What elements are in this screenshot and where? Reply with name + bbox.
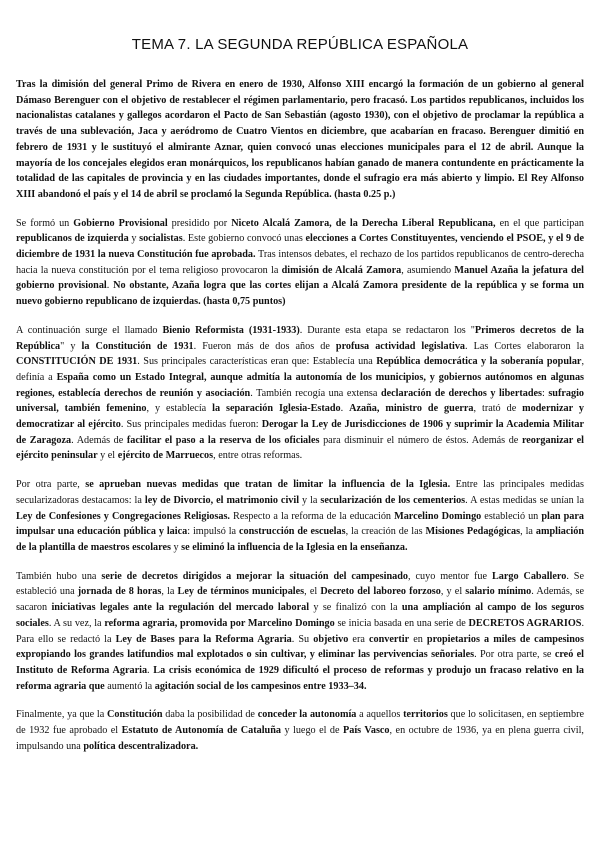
- text: , trató de: [473, 403, 523, 415]
- bold-text: Largo Caballero: [491, 570, 567, 582]
- bold-text: ley de Divorcio, el matrimonio civil: [144, 494, 300, 506]
- bold-text: declaración de derechos y libertades: [380, 387, 542, 399]
- text: Entre las principales medidas secularizadoras destacamos: la: [16, 479, 584, 506]
- text: A continuación surge el llamado: [16, 324, 163, 336]
- text: y luego el de: [280, 725, 344, 737]
- text: . Sus principales medidas fueron:: [120, 419, 262, 431]
- text: , la creación de las: [345, 526, 426, 538]
- bold-text: Niceto Alcalá Zamora, de la Derecha Liberal Republicana,: [231, 217, 496, 229]
- bold-text: Bienio Reformista (1931-1933): [162, 324, 300, 336]
- paragraph-bienio-reformista: [16, 323, 584, 464]
- text: . Para ello se redactó la: [16, 617, 584, 645]
- bold-text: convertir: [368, 633, 410, 645]
- text: estableció un: [481, 510, 542, 522]
- text: . Además de: [71, 434, 127, 446]
- bold-text: reforma agraria, promovida por Marcelino Domingo: [104, 617, 335, 629]
- bold-text: serie de decretos dirigidos a mejorar la situación del campesinado: [101, 570, 408, 582]
- text: , y el: [440, 586, 466, 598]
- bold-text: Gobierno Provisional: [73, 217, 168, 229]
- bold-text: iniciativas legales ante la regulación del mercado laboral: [51, 602, 310, 614]
- text: . A estas medidas se unían la: [465, 494, 584, 506]
- bold-text: Ley de términos municipales: [177, 586, 305, 598]
- text: .: [340, 403, 350, 415]
- bold-text: Manuel Azaña la jefatura del gobierno provisional: [16, 264, 584, 292]
- bold-text: facilitar el paso a la reserva de los oficiales: [126, 434, 320, 446]
- text: . Además, se sacaron: [16, 586, 584, 614]
- bold-text: jornada de 8 horas: [77, 586, 162, 598]
- bold-text: Misiones Pedagógicas: [425, 526, 521, 538]
- text: , el: [304, 586, 321, 598]
- text: , entre otras reformas.: [213, 450, 303, 462]
- text: . Fueron más de dos años de: [193, 340, 336, 352]
- text: .: [147, 664, 154, 676]
- bold-text: reorganizar el ejército peninsular: [16, 434, 585, 462]
- bold-text: se eliminó la influencia de la Iglesia en la enseñanza.: [181, 541, 408, 553]
- text: También hubo una: [16, 570, 102, 582]
- text: :: [541, 387, 549, 399]
- text: . Sus principales características eran que: Establecía una: [137, 356, 377, 368]
- bold-text: sufragio universal, también femenino: [16, 387, 584, 415]
- text: . A su vez, la: [48, 617, 105, 629]
- bold-text: la Constitución de 1931: [81, 340, 194, 352]
- bold-text: Azaña, ministro de guerra: [349, 403, 474, 415]
- bold-text: CONSTITUCIÓN DE 1931: [16, 356, 138, 368]
- bold-text: Derogar la Ley de Jurisdicciones de 1906 y suprimir la Academia Militar de Zaragoza: [16, 419, 584, 446]
- bold-text: Ley de Bases para la Reforma Agraria: [115, 633, 292, 645]
- document-title: TEMA 7. LA SEGUNDA REPÚBLICA ESPAÑOLA: [131, 36, 469, 53]
- paragraph-intro: [16, 77, 584, 203]
- bold-text: salario mínimo: [465, 586, 532, 598]
- bold-text: Tras la dimisión del general Primo de Rivera en enero de 1930, Alfonso XIII encargó la formación de un gobierno al general Dámaso Berenguer con el objetivo de restablecer el régimen parlamentario, pero fracasó. Los partidos republicanos, incluidos los nacionalistas catalanes y gallegos acordaron el Pacto de San Sebastián (agosto 1930), con el objetivo de proclamar la república a través de una sublevación, Jaca y aeródromo de Cuatro Vientos en diciembre, que acabarían en fracaso. Berenguer dimitió en febrero de 1931 y le sustituyó el almirante Aznar, quien convocó unas elecciones municipales para el 12 de abril. Aunque la mayoría de los concejales elegidos eran monárquicos, los republicanos habían ganado de manera contundente en prácticamente la totalidad de las capitales de provincia y en las ciudades importantes, donde el sufragio era más abierto y limpio. El Rey Alfonso XIII abandonó el país y el 14 de abril se proclamó la Segunda República. (hasta 0.25 p.): [16, 79, 584, 200]
- text: . Se estableció una: [16, 570, 584, 598]
- bold-text: territorios: [403, 709, 448, 721]
- text: . Durante esta etapa se redactaron los ": [299, 324, 475, 336]
- text: en: [409, 633, 427, 645]
- bold-text: Estatuto de Autonomía de Cataluña: [121, 725, 281, 737]
- text: . Por otra parte, se: [474, 649, 555, 661]
- text: Respecto a la reforma de la educación: [229, 510, 395, 522]
- bold-text: agitación social de los campesinos entre 1933–34.: [154, 680, 367, 692]
- text: . Su: [291, 633, 314, 645]
- bold-text: se aprueban nuevas medidas que tratan de limitar la influencia de la Iglesia.: [85, 479, 451, 491]
- bold-text: plan para impulsar una educación pública y laica: [16, 510, 585, 538]
- bold-text: República democrática y la soberanía popular: [376, 356, 582, 368]
- text: , asumiendo: [401, 264, 455, 276]
- bold-text: Marcelino Domingo: [394, 510, 482, 522]
- bold-text: la separación Iglesia-Estado: [212, 403, 341, 415]
- text: . Las Cortes elaboraron la: [465, 340, 584, 352]
- text: Por otra parte,: [16, 479, 86, 491]
- bold-text: construcción de escuelas: [239, 526, 346, 538]
- bold-text: modernizar y democratizar al ejército: [16, 403, 584, 431]
- bold-text: Constitución: [107, 709, 163, 721]
- paragraph-agrarian-reform: [16, 569, 584, 695]
- paragraph-autonomy: [16, 707, 584, 754]
- text: .: [106, 280, 114, 292]
- bold-text: política descentralizadora.: [83, 740, 199, 752]
- bold-text: profusa actividad legislativa: [335, 340, 466, 352]
- text: daba la posibilidad de: [162, 709, 258, 721]
- bold-text: La crisis económica de 1929 dificultó el proceso de reformas y produjo un fracaso relativo en la reforma agraria que: [16, 664, 584, 692]
- bold-text: socialistas: [139, 233, 183, 245]
- bold-text: objetivo: [313, 633, 349, 645]
- text: : impulsó la: [187, 526, 239, 538]
- text: y: [170, 541, 182, 553]
- text: era: [348, 633, 369, 645]
- bold-text: creó el Instituto de Reforma Agraria: [16, 649, 584, 676]
- bold-text: Ley de Confesiones y Congregaciones Religiosas.: [16, 510, 230, 522]
- text: y la: [299, 494, 321, 506]
- text: . Este gobierno convocó unas: [182, 233, 306, 245]
- bold-text: elecciones a Cortes Constituyentes, venciendo el PSOE, y el 9 de diciembre de 1931 la nueva Constitución fue aprobada.: [16, 233, 584, 261]
- text: , cuyo mentor fue: [408, 570, 492, 582]
- bold-text: una ampliación al campo de los seguros sociales: [16, 602, 584, 629]
- bold-text: propietarios a miles de campesinos expropiando los grandes latifundios mal explotados o sin cultivar, y eliminar las pervivencias señoriales: [16, 633, 584, 661]
- text: en el que participan: [495, 217, 584, 229]
- bold-text: secularización de los cementerios: [320, 494, 466, 506]
- bold-text: País Vasco: [343, 725, 390, 737]
- bold-text: conceder la autonomía: [257, 709, 357, 721]
- text: para disminuir el número de éstos. Además de: [319, 434, 522, 446]
- text: , en octubre de 1936, ya en plena guerra civil, impulsando una: [16, 725, 584, 752]
- text: , y establecía: [146, 403, 213, 415]
- text: . También recogía una extensa: [250, 387, 381, 399]
- text: y el: [97, 450, 118, 462]
- text: Se formó un: [16, 217, 74, 229]
- bold-text: republicanos de izquierda: [16, 233, 129, 245]
- text: , la: [520, 526, 536, 538]
- text: Finalmente, ya que la: [16, 709, 108, 721]
- bold-text: Primeros decretos de la República: [16, 324, 584, 352]
- text: presidido por: [167, 217, 232, 229]
- text: aumentó la: [104, 680, 155, 692]
- text: " y: [60, 340, 82, 352]
- bold-text: No obstante, Azaña logra que las cortes elijan a Alcalá Zamora presidente de la república y se forma un nuevo gobierno republicano de izquierdas. (hasta 0,75 puntos): [16, 280, 585, 308]
- bold-text: España como un Estado Integral, aunque admitía la autonomía de los municipios, y gobiernos autónomos en algunas regiones, establecía derechos de reunión y asociación: [16, 371, 584, 399]
- bold-text: Decreto del laboreo forzoso: [320, 586, 441, 598]
- bold-text: DECRETOS AGRARIOS: [468, 617, 582, 629]
- text: se inicia basada en una serie de: [334, 617, 469, 629]
- paragraph-provisional-government: [16, 216, 584, 310]
- text: y: [128, 233, 140, 245]
- text: a aquellos: [356, 709, 404, 721]
- text: , definía a: [16, 356, 584, 383]
- text: y se finalizó con la: [309, 602, 402, 614]
- bold-text: ampliación de la plantilla de maestros escolares: [16, 526, 584, 553]
- text: que lo solicitasen, en septiembre de 1932 fue aprobado el: [16, 709, 584, 737]
- bold-text: dimisión de Alcalá Zamora: [281, 264, 402, 276]
- paragraph-church-measures: [16, 477, 584, 556]
- text: , la: [161, 586, 178, 598]
- bold-text: ejército de Marruecos: [117, 450, 214, 462]
- text: Tras intensos debates, el rechazo de los partidos republicanos de centro-derecha hacia la nueva constitución por el tema religioso provocaron la: [16, 249, 584, 276]
